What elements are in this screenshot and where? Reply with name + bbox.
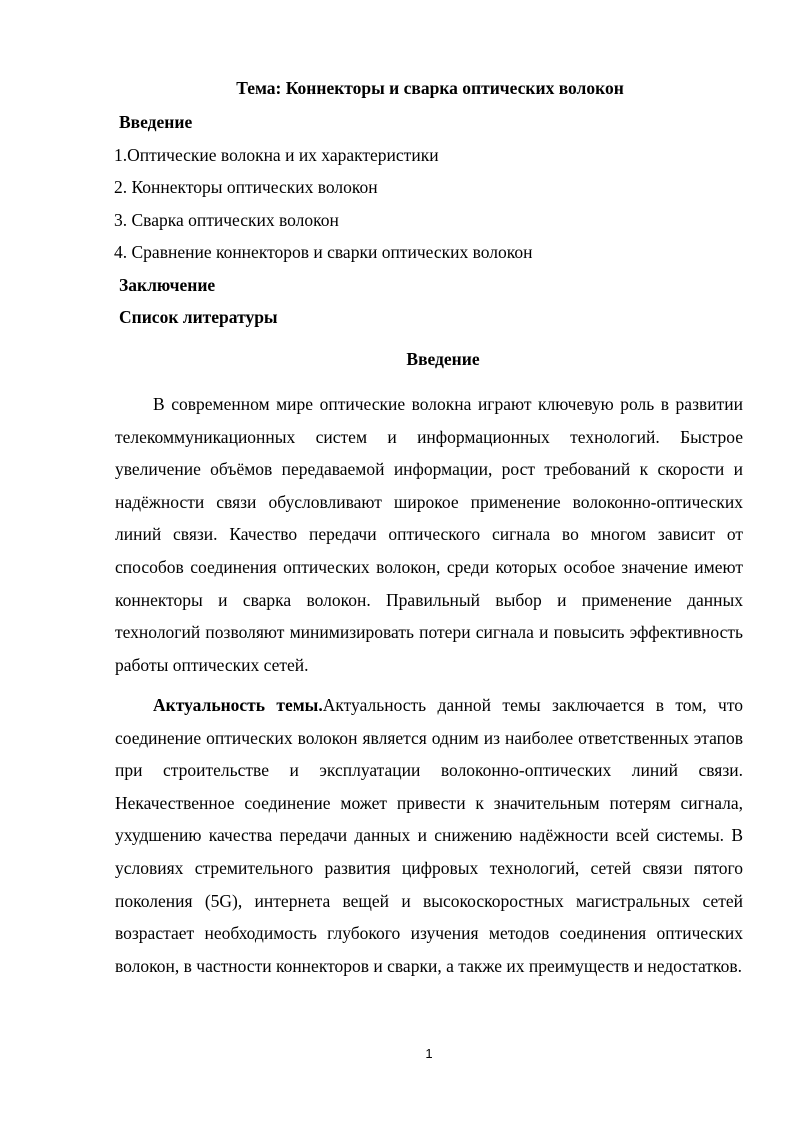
relevance-lead: Актуальность темы. — [153, 695, 323, 715]
table-of-contents — [114, 110, 754, 338]
toc-item-conclusion: Заключение — [119, 274, 216, 295]
toc-item-references: Список литературы — [119, 307, 278, 327]
page-number: 1 — [425, 1046, 433, 1061]
toc-item-chapter-3: 3. Сварка оптических волокон — [114, 209, 339, 230]
relevance-text: Актуальность данной темы заключается в том, что соединение оптических волокон является одним из наиболее ответственных этапов при строительстве и эксплуатации волоконно-оптических линий связи. Некачественное соединение может привести к значительным потерям сигнала, ухудшению качества передачи данных и снижению надёжности всей системы. В условиях стремительного развития цифровых технологий, сетей связи пятого поколения (5G), интернета вещей и высокоскоростных магистральных сетей возрастает необходимость глубокого изучения методов соединения оптических волокон, в частности коннекторов и сварки, а также их преимуществ и недостатков. — [115, 695, 743, 976]
toc-item-introduction: Введение — [119, 112, 193, 132]
intro-paragraph: В современном мире оптические волокна играют ключевую роль в развитии телекоммуникационных систем и информационных технологий. Быстрое увеличение объёмов передаваемой информации, рост требований к скорости и надёжности связи обусловливают широкое применение волоконно-оптических линий связи. Качество передачи оптического сигнала во многом зависит от способов соединения оптических волокон, среди которых особое значение имеют коннекторы и сварка волокон. Правильный выбор и применение данных технологий позволяют минимизировать потери сигнала и повысить эффективность работы оптических сетей. — [115, 394, 743, 675]
toc-item-chapter-1: 1.Оптические волокна и их характеристики — [114, 144, 439, 165]
document-title: Тема: Коннекторы и сварка оптических волокон — [236, 78, 624, 98]
toc-item-chapter-4: 4. Сравнение коннекторов и сварки оптических волокон — [114, 242, 533, 262]
relevance-paragraph — [115, 689, 743, 982]
section-heading-introduction: Введение — [406, 349, 480, 369]
toc-item-chapter-2: 2. Коннекторы оптических волокон — [114, 177, 378, 197]
